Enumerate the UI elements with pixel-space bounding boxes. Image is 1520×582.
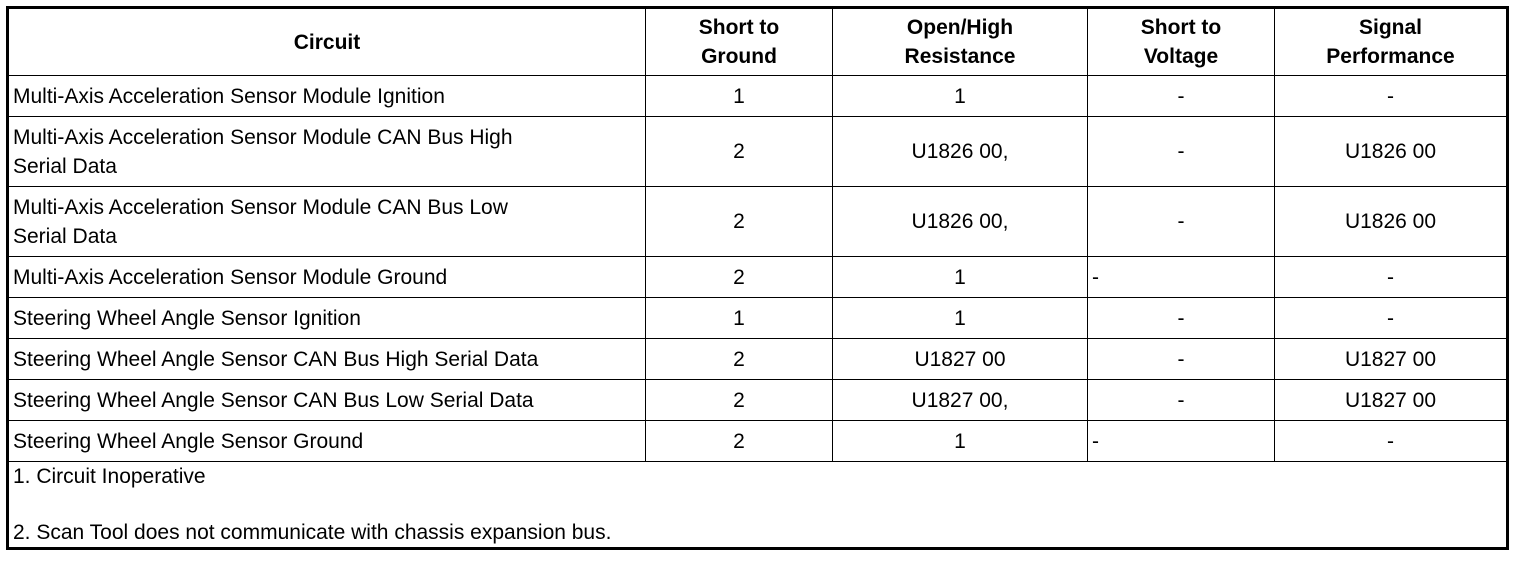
short-to-ground-cell: 2: [646, 421, 833, 462]
table-row: [8, 76, 1508, 117]
open-high-resistance-cell: U1826 00,: [833, 117, 1088, 187]
signal-performance-cell: -: [1275, 421, 1508, 462]
open-high-resistance-cell: U1827 00: [833, 339, 1088, 380]
open-high-resistance-cell: U1826 00,: [833, 187, 1088, 257]
short-to-voltage-cell: -: [1088, 380, 1275, 421]
short-to-ground-cell: 2: [646, 380, 833, 421]
note-item: 2. Scan Tool does not communicate with chassis expansion bus.: [13, 521, 612, 544]
circuit-diagnostic-table-wrapper: [6, 6, 1509, 550]
short-to-voltage-cell: -: [1088, 339, 1275, 380]
short-to-ground-cell: 2: [646, 339, 833, 380]
circuit-cell: Multi-Axis Acceleration Sensor Module CAN Bus High Serial Data: [8, 117, 646, 187]
short-to-ground-cell: 2: [646, 257, 833, 298]
circuit-cell: Multi-Axis Acceleration Sensor Module CAN Bus Low Serial Data: [8, 187, 646, 257]
table-row: [8, 380, 1508, 421]
short-to-ground-cell: 2: [646, 187, 833, 257]
table-row: [8, 421, 1508, 462]
circuit-diagnostic-table: [6, 6, 1509, 550]
open-high-resistance-cell: 1: [833, 298, 1088, 339]
short-to-voltage-cell: -: [1088, 298, 1275, 339]
open-high-resistance-cell: 1: [833, 76, 1088, 117]
short-to-voltage-cell: -: [1088, 187, 1275, 257]
open-high-resistance-cell: U1827 00,: [833, 380, 1088, 421]
notes-row: [8, 462, 1508, 549]
short-to-ground-cell: 1: [646, 76, 833, 117]
short-to-voltage-cell: -: [1088, 257, 1275, 298]
table-row: [8, 117, 1508, 187]
short-to-ground-cell: 1: [646, 298, 833, 339]
circuit-cell: Steering Wheel Angle Sensor Ground: [8, 421, 646, 462]
header-circuit: Circuit: [8, 8, 646, 76]
table-row: [8, 187, 1508, 257]
short-to-voltage-cell: -: [1088, 117, 1275, 187]
table-row: [8, 339, 1508, 380]
header-row: [8, 8, 1508, 76]
circuit-cell: Steering Wheel Angle Sensor Ignition: [8, 298, 646, 339]
header-open-high-resistance: Open/High Resistance: [833, 8, 1088, 76]
signal-performance-cell: -: [1275, 257, 1508, 298]
note-item: 1. Circuit Inoperative: [13, 465, 206, 488]
notes-cell: [8, 462, 1508, 549]
short-to-voltage-cell: -: [1088, 421, 1275, 462]
short-to-voltage-cell: -: [1088, 76, 1275, 117]
signal-performance-cell: -: [1275, 298, 1508, 339]
circuit-cell: Steering Wheel Angle Sensor CAN Bus High Serial Data: [8, 339, 646, 380]
signal-performance-cell: U1826 00: [1275, 187, 1508, 257]
circuit-cell: Multi-Axis Acceleration Sensor Module Ignition: [8, 76, 646, 117]
signal-performance-cell: U1827 00: [1275, 380, 1508, 421]
header-short-to-ground: Short to Ground: [646, 8, 833, 76]
signal-performance-cell: U1826 00: [1275, 117, 1508, 187]
open-high-resistance-cell: 1: [833, 421, 1088, 462]
circuit-cell: Multi-Axis Acceleration Sensor Module Ground: [8, 257, 646, 298]
table-row: [8, 257, 1508, 298]
table-row: [8, 298, 1508, 339]
circuit-cell: Steering Wheel Angle Sensor CAN Bus Low Serial Data: [8, 380, 646, 421]
header-signal-performance: Signal Performance: [1275, 8, 1508, 76]
signal-performance-cell: U1827 00: [1275, 339, 1508, 380]
open-high-resistance-cell: 1: [833, 257, 1088, 298]
short-to-ground-cell: 2: [646, 117, 833, 187]
header-short-to-voltage: Short to Voltage: [1088, 8, 1275, 76]
signal-performance-cell: -: [1275, 76, 1508, 117]
